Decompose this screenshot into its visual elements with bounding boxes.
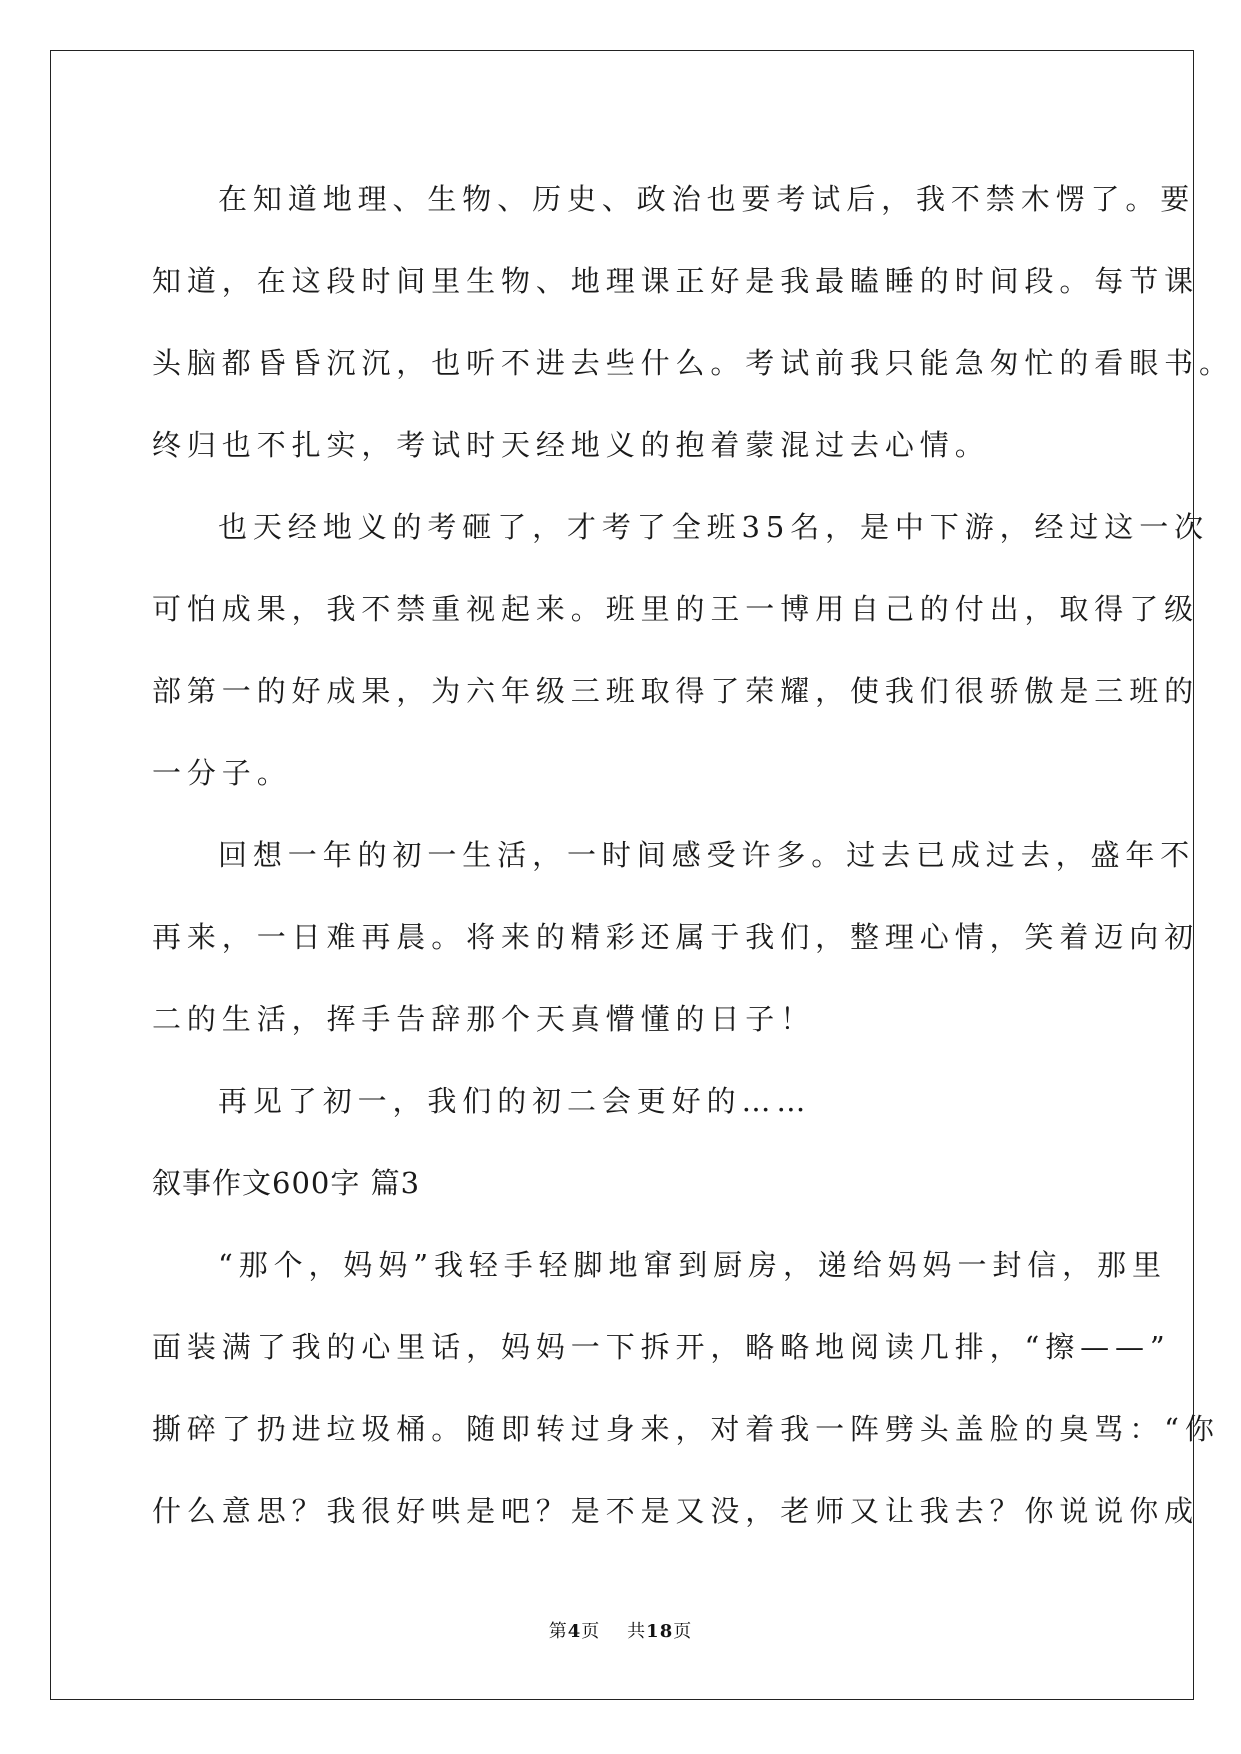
text-line: 什么意思？我很好哄是吧？是不是又没，老师又让我去？你说说你成 [152, 1494, 1200, 1528]
text-line: 回想一年的初一生活，一时间感受许多。过去已成过去，盛年不 [218, 838, 1196, 872]
page-footer [0, 1617, 1241, 1643]
text-line: 头脑都昏昏沉沉，也听不进去些什么。考试前我只能急匆忙的看眼书。 [152, 346, 1234, 380]
section-heading: 叙事作文600字 篇3 [152, 1166, 421, 1200]
total-suffix: 页 [673, 1621, 693, 1642]
text-line: “那个，妈妈”我轻手轻脚地窜到厨房，递给妈妈一封信，那里 [218, 1248, 1167, 1282]
text-line: 知道，在这段时间里生物、地理课正好是我最瞌睡的时间段。每节课 [152, 264, 1200, 298]
page-suffix: 页 [581, 1621, 601, 1642]
total-prefix: 共 [627, 1621, 647, 1642]
text-line: 可怕成果，我不禁重视起来。班里的王一博用自己的付出，取得了级 [152, 592, 1200, 626]
text-line: 再见了初一，我们的初二会更好的…… [218, 1084, 812, 1118]
text-line: 再来，一日难再晨。将来的精彩还属于我们，整理心情，笑着迈向初 [152, 920, 1200, 954]
text-line: 部第一的好成果，为六年级三班取得了荣耀，使我们很骄傲是三班的 [152, 674, 1200, 708]
text-line: 撕碎了扔进垃圾桶。随即转过身来，对着我一阵劈头盖脸的臭骂：“你 [152, 1412, 1220, 1446]
document-body [152, 158, 1234, 1552]
text-line: 二的生活，挥手告辞那个天真懵懂的日子！ [152, 1002, 816, 1036]
page-number: 4 [567, 1621, 582, 1642]
page-prefix: 第 [548, 1621, 568, 1642]
text-line: 也天经地义的考砸了，才考了全班35名，是中下游，经过这一次 [218, 510, 1210, 544]
text-line: 面装满了我的心里话，妈妈一下拆开，略略地阅读几排，“擦——” [152, 1330, 1171, 1364]
text-line: 在知道地理、生物、历史、政治也要考试后，我不禁木愣了。要 [218, 182, 1196, 216]
text-line: 终归也不扎实，考试时天经地义的抱着蒙混过去心情。 [152, 428, 990, 462]
total-pages: 18 [646, 1621, 674, 1642]
text-line: 一分子。 [152, 756, 292, 790]
